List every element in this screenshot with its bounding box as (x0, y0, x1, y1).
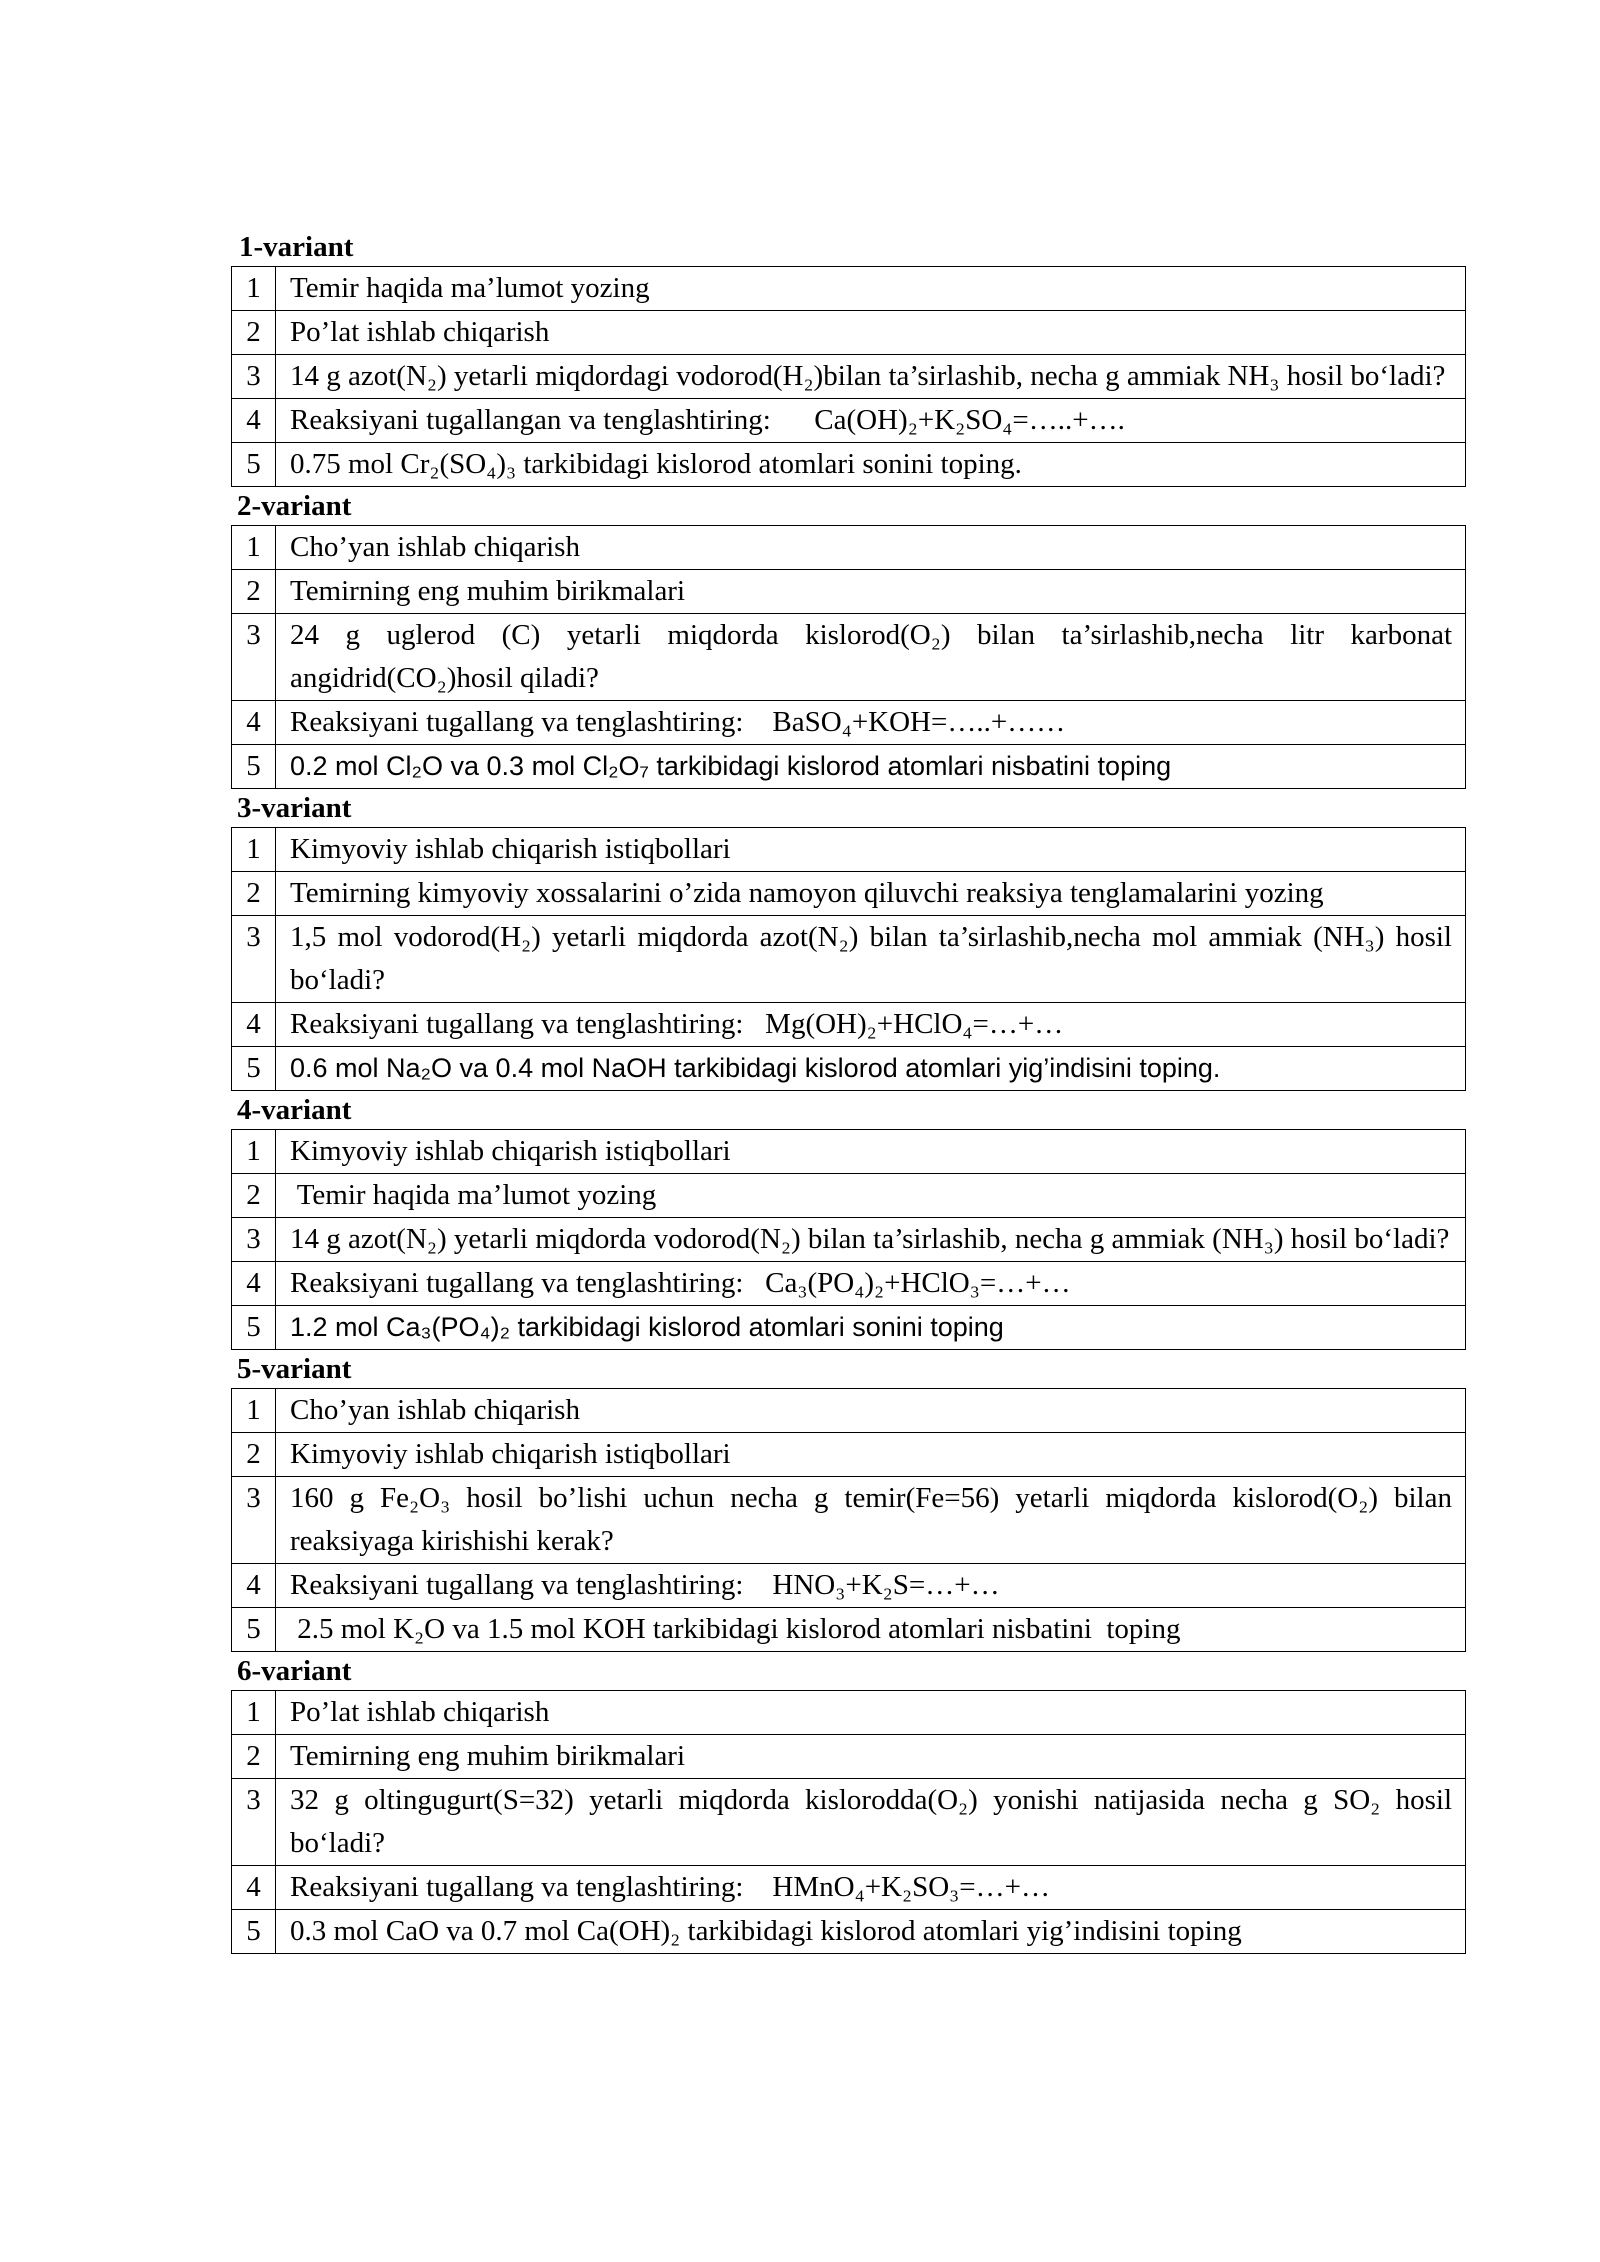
table-row (232, 1174, 1466, 1218)
table-row (232, 872, 1466, 916)
question-text: Temirning kimyoviy xossalarini o’zida namoyon qiluvchi reaksiya tenglamalarini yozing (276, 872, 1466, 916)
question-number: 2 (232, 1174, 276, 1218)
question-table (231, 1388, 1466, 1652)
table-row (232, 1306, 1466, 1350)
table-row (232, 267, 1466, 311)
question-text: 0.2 mol Cl₂O va 0.3 mol Cl₂O₇ tarkibidagi kislorod atomlari nisbatini toping (276, 745, 1466, 789)
question-number: 1 (232, 526, 276, 570)
question-text: Cho’yan ishlab chiqarish (276, 526, 1466, 570)
table-row (232, 1130, 1466, 1174)
question-text: Reaksiyani tugallang va tenglashtiring: HNO₃+K₂S=…+… (276, 1564, 1466, 1608)
table-row (232, 1262, 1466, 1306)
question-number: 3 (232, 916, 276, 1003)
variant-title: 6-variant (237, 1655, 352, 1687)
question-number: 5 (232, 1608, 276, 1652)
question-number: 4 (232, 1564, 276, 1608)
question-text: Reaksiyani tugallangan va tenglashtiring: Ca(OH)₂+K₂SO₄=…..+…. (276, 399, 1466, 443)
question-text: 24 g uglerod (C) yetarli miqdorda kislorod(O₂) bilan ta’sirlashib,necha litr karbonat angidrid(CO₂)hosil qiladi? (276, 614, 1466, 701)
question-number: 5 (232, 1047, 276, 1091)
variant-title: 5-variant (237, 1353, 352, 1385)
question-text: Reaksiyani tugallang va tenglashtiring: Mg(OH)₂+HClO₄=…+… (276, 1003, 1466, 1047)
question-text: Reaksiyani tugallang va tenglashtiring: BaSO₄+KOH=…..+…… (276, 701, 1466, 745)
question-number: 3 (232, 1218, 276, 1262)
question-number: 1 (232, 1691, 276, 1735)
question-text: Kimyoviy ishlab chiqarish istiqbollari (276, 1130, 1466, 1174)
table-row (232, 355, 1466, 399)
variant-title: 3-variant (237, 792, 352, 824)
question-table (231, 266, 1466, 487)
table-row (232, 1691, 1466, 1735)
question-text: 1.2 mol Ca₃(PO₄)₂ tarkibidagi kislorod atomlari sonini toping (276, 1306, 1466, 1350)
question-text: 2.5 mol K₂O va 1.5 mol KOH tarkibidagi kislorod atomlari nisbatini toping (276, 1608, 1466, 1652)
question-text: 160 g Fe₂O₃ hosil bo’lishi uchun necha g temir(Fe=56) yetarli miqdorda kislorod(O₂) bilan reaksiyaga kirishishi kerak? (276, 1477, 1466, 1564)
table-row (232, 1433, 1466, 1477)
question-number: 1 (232, 1130, 276, 1174)
table-row (232, 1003, 1466, 1047)
question-number: 2 (232, 872, 276, 916)
table-row (232, 745, 1466, 789)
question-number: 1 (232, 828, 276, 872)
question-table (231, 525, 1466, 789)
table-row (232, 526, 1466, 570)
question-text: 14 g azot(N₂) yetarli miqdorda vodorod(N₂) bilan ta’sirlashib, necha g ammiak (NH₃) hosil bo‘ladi? (276, 1218, 1466, 1262)
table-row (232, 1218, 1466, 1262)
table-row (232, 828, 1466, 872)
table-row (232, 1389, 1466, 1433)
question-text: Temir haqida ma’lumot yozing (276, 1174, 1466, 1218)
question-text: Po’lat ishlab chiqarish (276, 311, 1466, 355)
question-text: Kimyoviy ishlab chiqarish istiqbollari (276, 1433, 1466, 1477)
question-number: 1 (232, 267, 276, 311)
question-number: 2 (232, 311, 276, 355)
question-number: 1 (232, 1389, 276, 1433)
question-text: Temirning eng muhim birikmalari (276, 1735, 1466, 1779)
question-text: Reaksiyani tugallang va tenglashtiring: HMnO₄+K₂SO₃=…+… (276, 1866, 1466, 1910)
question-table (231, 1129, 1466, 1350)
table-row (232, 570, 1466, 614)
question-number: 2 (232, 1735, 276, 1779)
variant-title: 2-variant (237, 490, 352, 522)
question-number: 2 (232, 1433, 276, 1477)
table-row (232, 1608, 1466, 1652)
question-number: 5 (232, 1910, 276, 1954)
question-text: Kimyoviy ishlab chiqarish istiqbollari (276, 828, 1466, 872)
question-text: Po’lat ishlab chiqarish (276, 1691, 1466, 1735)
question-table (231, 1690, 1466, 1954)
table-row (232, 1564, 1466, 1608)
question-text: 14 g azot(N₂) yetarli miqdordagi vodorod(H₂)bilan ta’sirlashib, necha g ammiak NH₃ hosil bo‘ladi? (276, 355, 1466, 399)
table-row (232, 399, 1466, 443)
question-number: 5 (232, 745, 276, 789)
table-row (232, 311, 1466, 355)
question-text: Temirning eng muhim birikmalari (276, 570, 1466, 614)
question-table (231, 827, 1466, 1091)
question-number: 3 (232, 614, 276, 701)
table-row (232, 443, 1466, 487)
variant-title: 1-variant (239, 231, 354, 263)
question-number: 5 (232, 443, 276, 487)
question-text: Cho’yan ishlab chiqarish (276, 1389, 1466, 1433)
question-text: Reaksiyani tugallang va tenglashtiring: Ca₃(PO₄)₂+HClO₃=…+… (276, 1262, 1466, 1306)
question-text: 32 g oltingugurt(S=32) yetarli miqdorda kislorodda(O₂) yonishi natijasida necha g SO₂ hosil bo‘ladi? (276, 1779, 1466, 1866)
table-row (232, 1910, 1466, 1954)
document-body (231, 228, 1466, 1954)
question-text: 0.3 mol CaO va 0.7 mol Ca(OH)₂ tarkibidagi kislorod atomlari yig’indisini toping (276, 1910, 1466, 1954)
table-row (232, 916, 1466, 1003)
question-text: 0.6 mol Na₂O va 0.4 mol NaOH tarkibidagi kislorod atomlari yig’indisini toping. (276, 1047, 1466, 1091)
question-number: 4 (232, 1262, 276, 1306)
table-row (232, 1477, 1466, 1564)
table-row (232, 701, 1466, 745)
question-number: 3 (232, 355, 276, 399)
question-number: 4 (232, 1003, 276, 1047)
question-number: 3 (232, 1477, 276, 1564)
question-number: 4 (232, 1866, 276, 1910)
question-number: 2 (232, 570, 276, 614)
question-text: 1,5 mol vodorod(H₂) yetarli miqdorda azot(N₂) bilan ta’sirlashib,necha mol ammiak (NH₃) hosil bo‘ladi? (276, 916, 1466, 1003)
table-row (232, 1866, 1466, 1910)
question-text: Temir haqida ma’lumot yozing (276, 267, 1466, 311)
table-row (232, 1735, 1466, 1779)
table-row (232, 1047, 1466, 1091)
question-number: 4 (232, 399, 276, 443)
variant-title: 4-variant (237, 1094, 352, 1126)
table-row (232, 614, 1466, 701)
question-number: 5 (232, 1306, 276, 1350)
question-text: 0.75 mol Cr₂(SO₄)₃ tarkibidagi kislorod atomlari sonini toping. (276, 443, 1466, 487)
question-number: 3 (232, 1779, 276, 1866)
question-number: 4 (232, 701, 276, 745)
table-row (232, 1779, 1466, 1866)
